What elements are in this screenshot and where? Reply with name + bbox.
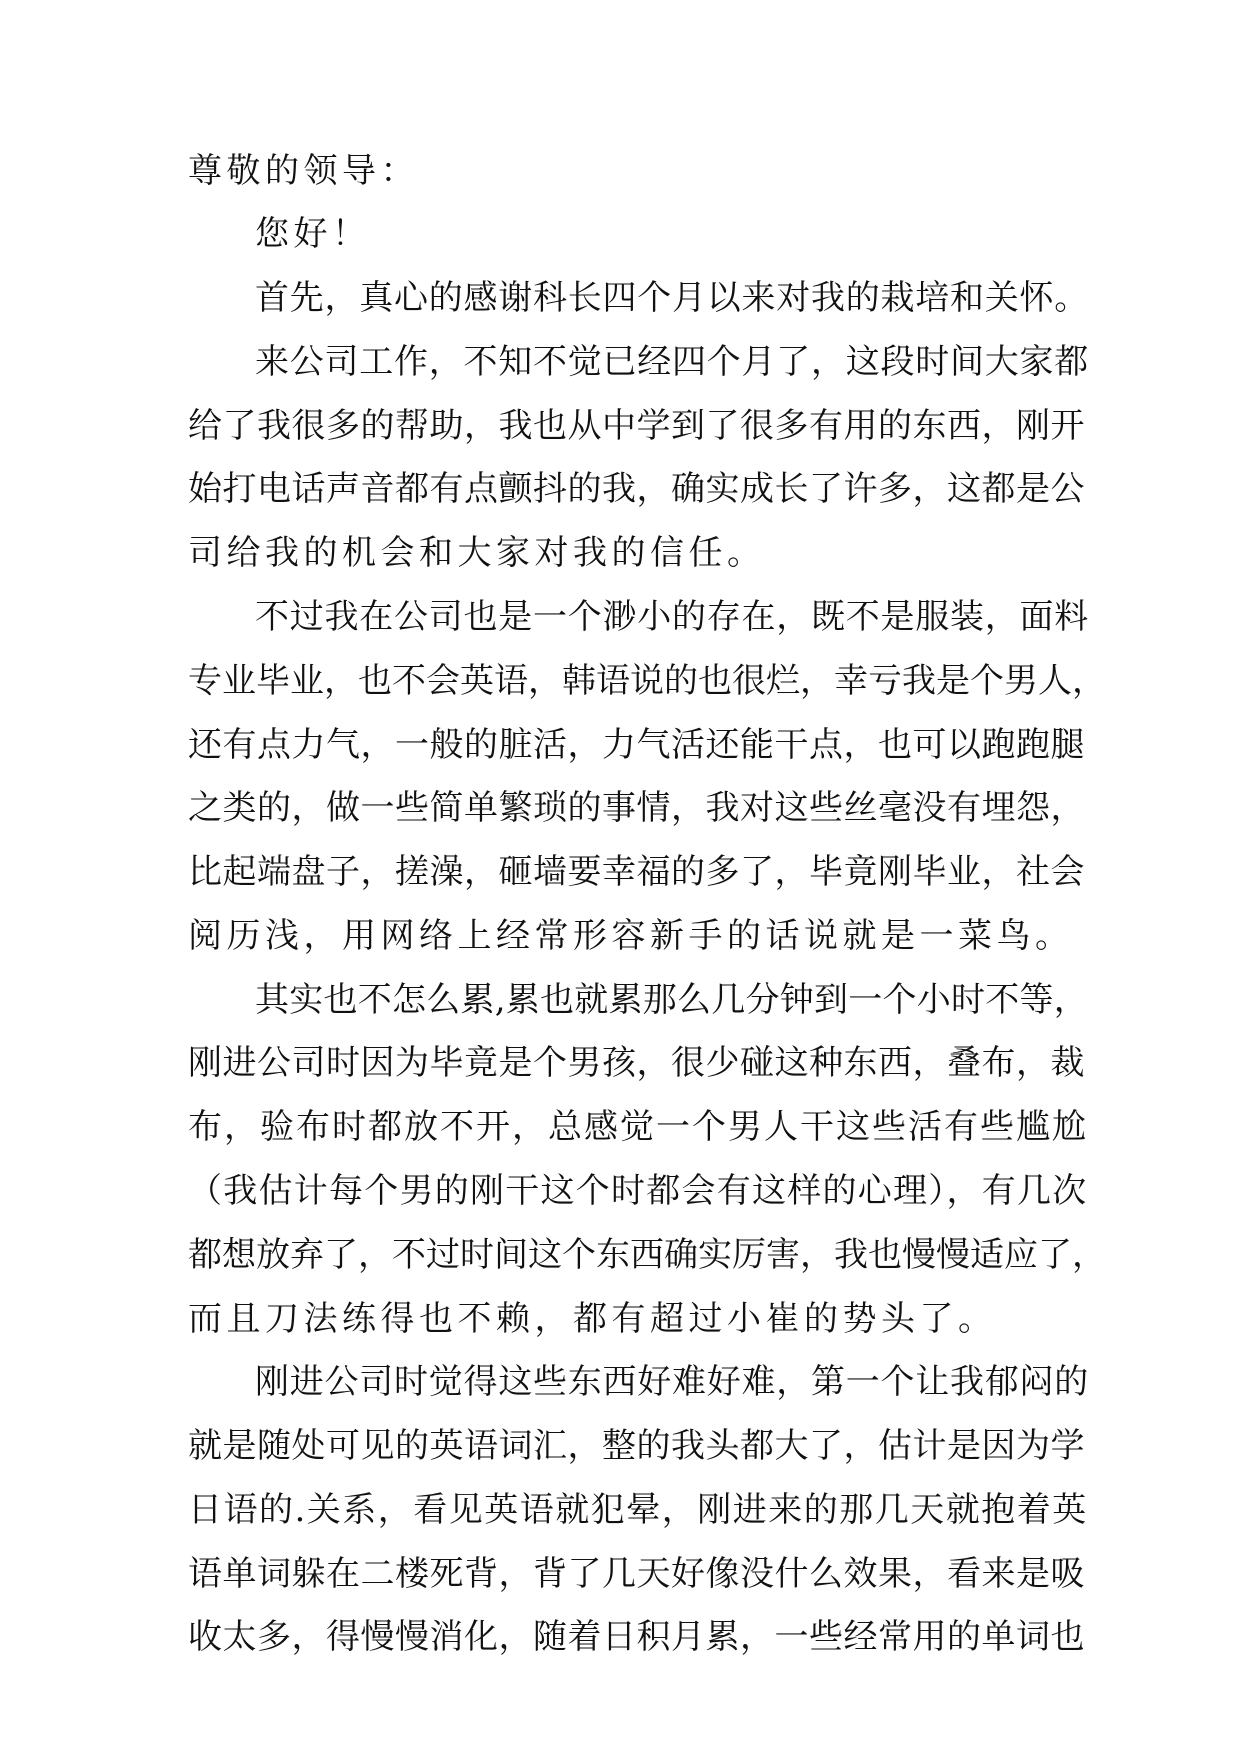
paragraph-line: 司给我的机会和大家对我的信任。 <box>188 533 766 573</box>
paragraph-line: 不过我在公司也是一个渺小的存在，既不是服装，面料 <box>255 597 1089 637</box>
paragraph-line: 始打电话声音都有点颤抖的我，确实成长了许多，这都是公 <box>188 469 1085 509</box>
paragraph-line: 专业毕业，也不会英语，韩语说的也很烂，幸亏我是个男人， <box>188 661 1106 701</box>
salutation: 尊敬的领导： <box>188 151 419 191</box>
greeting: 您好！ <box>255 214 371 254</box>
paragraph-line: 比起端盘子，搓澡，砸墙要幸福的多了，毕竟刚毕业，社会 <box>188 852 1085 892</box>
paragraph-line: 其实也不怎么累,累也就累那么几分钟到一个小时不等， <box>255 980 1089 1020</box>
paragraph-line: 语单词躲在二楼死背，背了几天好像没什么效果，看来是吸 <box>188 1554 1085 1594</box>
paragraph-line: 布，验布时都放不开，总感觉一个男人干这些活有些尴尬 <box>188 1107 1088 1147</box>
paragraph-line: 阅历浅，用网络上经常形容新手的话说就是一菜鸟。 <box>188 916 1074 956</box>
paragraph-line: 还有点力气，一般的脏活，力气活还能干点，也可以跑跑腿 <box>188 725 1085 765</box>
paragraph-line: 首先，真心的感谢科长四个月以来对我的栽培和关怀。 <box>255 278 1089 318</box>
paragraph-line: 刚进公司时觉得这些东西好难好难，第一个让我郁闷的 <box>255 1362 1089 1402</box>
paragraph-line: 而且刀法练得也不赖，都有超过小崔的势头了。 <box>188 1299 997 1339</box>
paragraph-line: 日语的.关系，看见英语就犯晕，刚进来的那几天就抱着英 <box>188 1490 1088 1530</box>
paragraph-line: 之类的，做一些简单繁琐的事情，我对这些丝毫没有埋怨， <box>188 788 1085 828</box>
paragraph-line: 就是随处可见的英语词汇，整的我头都大了，估计是因为学 <box>188 1426 1085 1466</box>
paragraph-line: 收太多，得慢慢消化，随着日积月累，一些经常用的单词也 <box>188 1617 1085 1657</box>
paragraph-line: 来公司工作，不知不觉已经四个月了，这段时间大家都 <box>255 342 1089 382</box>
paragraph-line: 给了我很多的帮助，我也从中学到了很多有用的东西，刚开 <box>188 406 1085 446</box>
paragraph-line: 都想放弃了，不过时间这个东西确实厉害，我也慢慢适应了， <box>188 1235 1106 1275</box>
paragraph-line: （我估计每个男的刚干这个时都会有这样的心理），有几次 <box>188 1171 1088 1211</box>
paragraph-line: 刚进公司时因为毕竟是个男孩，很少碰这种东西，叠布，裁 <box>188 1043 1085 1083</box>
